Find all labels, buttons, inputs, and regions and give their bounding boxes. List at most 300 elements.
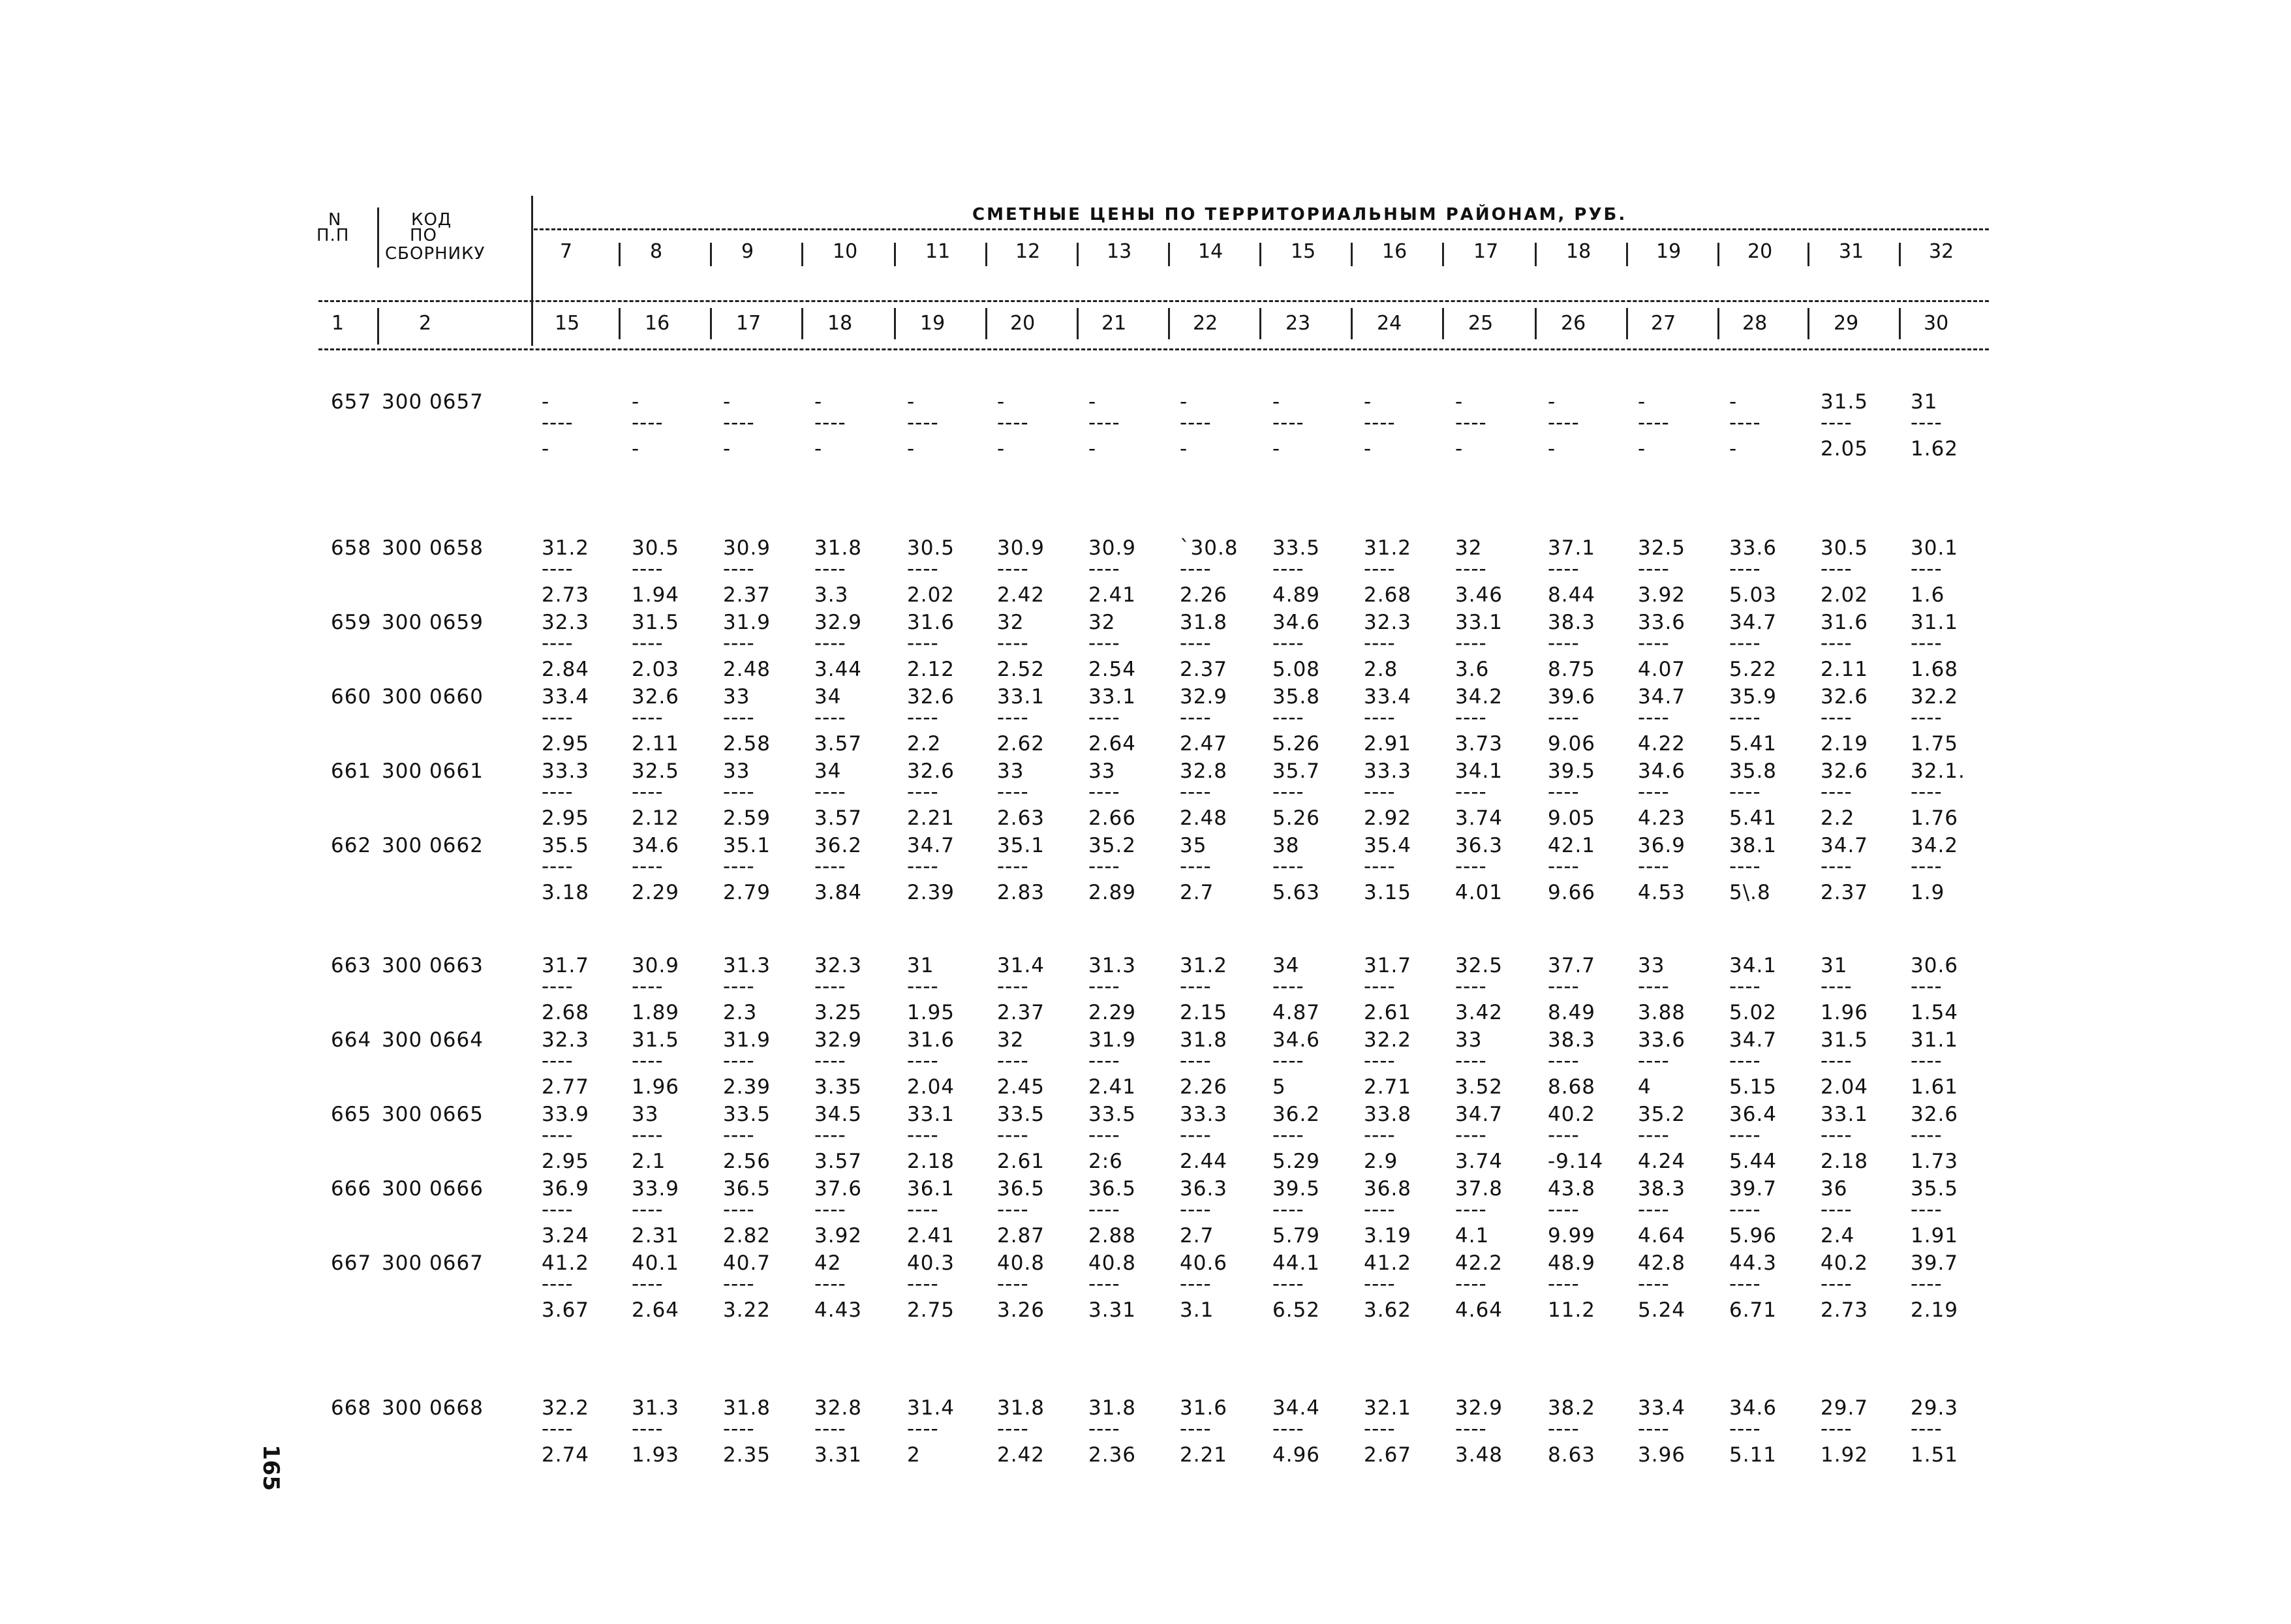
price-denominator: 5.41 <box>1729 732 1777 756</box>
price-numerator: 36.9 <box>542 1177 590 1201</box>
price-numerator: 36.5 <box>1088 1177 1137 1201</box>
price-numerator: 33 <box>997 759 1024 783</box>
fraction-bar: ---- <box>814 855 846 878</box>
fraction-bar: ---- <box>1548 557 1580 581</box>
price-numerator: 31.9 <box>723 611 771 634</box>
fraction-bar: ---- <box>1180 855 1212 878</box>
price-denominator: 2.18 <box>907 1150 955 1173</box>
price-numerator: - <box>1088 390 1097 414</box>
fraction-bar: ---- <box>723 557 755 581</box>
price-denominator: 3.6 <box>1455 658 1490 681</box>
fraction-bar: ---- <box>632 411 664 435</box>
price-denominator: 2.83 <box>997 881 1045 904</box>
price-denominator: 2.62 <box>997 732 1045 756</box>
price-denominator: 1.54 <box>1911 1001 1959 1024</box>
price-denominator: 2.29 <box>1088 1001 1137 1024</box>
fraction-bar: ---- <box>907 780 939 804</box>
fraction-bar: ---- <box>1638 1124 1670 1147</box>
price-denominator: 4.87 <box>1272 1001 1321 1024</box>
price-denominator: 3.3 <box>814 583 849 607</box>
fraction-bar: ---- <box>1364 1124 1396 1147</box>
price-denominator: 1.61 <box>1911 1075 1959 1099</box>
fraction-bar: ---- <box>1821 975 1853 998</box>
price-numerator: 35.2 <box>1088 834 1137 857</box>
fraction-bar: ---- <box>723 1272 755 1296</box>
price-denominator: 2.26 <box>1180 583 1228 607</box>
price-denominator: 2.37 <box>723 583 771 607</box>
price-numerator: 32.6 <box>907 759 955 783</box>
column-index: 30 <box>1924 312 1949 335</box>
fraction-bar: ---- <box>1548 975 1580 998</box>
price-numerator: 41.2 <box>1364 1251 1412 1275</box>
price-numerator: 32.2 <box>542 1396 590 1420</box>
col-code-label: КОД <box>411 210 452 230</box>
rule-h <box>318 300 1989 302</box>
fraction-bar: ---- <box>1548 855 1580 878</box>
price-numerator: 32 <box>1088 611 1116 634</box>
row-number: 664 <box>331 1028 372 1052</box>
price-numerator: 31 <box>907 954 934 977</box>
price-numerator: 31 <box>1911 390 1938 414</box>
fraction-bar: ---- <box>1364 1049 1396 1073</box>
price-numerator: 35.8 <box>1272 685 1321 709</box>
price-denominator: 5.22 <box>1729 658 1777 681</box>
price-numerator: 32.9 <box>1455 1396 1503 1420</box>
price-denominator: 4 <box>1638 1075 1652 1099</box>
fraction-bar: ---- <box>542 1198 574 1221</box>
row-code: 300 0662 <box>382 834 484 857</box>
fraction-bar: ---- <box>1729 557 1761 581</box>
fraction-bar: ---- <box>1638 557 1670 581</box>
price-numerator: 34.5 <box>814 1103 863 1126</box>
row-number: 667 <box>331 1251 372 1275</box>
price-numerator: 34.6 <box>1638 759 1686 783</box>
fraction-bar: ---- <box>1548 780 1580 804</box>
price-numerator: 29.7 <box>1821 1396 1869 1420</box>
fraction-bar: ---- <box>1272 1049 1304 1073</box>
price-numerator: 33.6 <box>1638 611 1686 634</box>
fraction-bar: ---- <box>1638 706 1670 729</box>
fraction-bar: ---- <box>907 1198 939 1221</box>
fraction-bar: ---- <box>997 780 1029 804</box>
price-denominator: 3.1 <box>1180 1298 1214 1322</box>
price-numerator: - <box>1455 390 1464 414</box>
price-numerator: 31.5 <box>1821 1028 1869 1052</box>
price-denominator: 5.79 <box>1272 1224 1321 1248</box>
fraction-bar: ---- <box>1729 1417 1761 1441</box>
price-numerator: 37.8 <box>1455 1177 1503 1201</box>
rule-v <box>1717 243 1719 266</box>
fraction-bar: ---- <box>723 632 755 655</box>
fraction-bar: ---- <box>814 1198 846 1221</box>
rule-v <box>1807 243 1809 266</box>
price-denominator: 1.68 <box>1911 658 1959 681</box>
price-numerator: 32.3 <box>542 1028 590 1052</box>
fraction-bar: ---- <box>1729 1272 1761 1296</box>
price-denominator: 3.96 <box>1638 1443 1686 1467</box>
fraction-bar: ---- <box>907 1417 939 1441</box>
price-numerator: 33.8 <box>1364 1103 1412 1126</box>
fraction-bar: ---- <box>1548 632 1580 655</box>
region-number-header: 18 <box>1566 240 1591 263</box>
price-denominator: 1.94 <box>632 583 680 607</box>
price-denominator: 2.95 <box>542 806 590 830</box>
rule-v <box>1899 243 1901 266</box>
fraction-bar: ---- <box>632 1124 664 1147</box>
price-denominator: 11.2 <box>1548 1298 1596 1322</box>
price-numerator: 33.3 <box>542 759 590 783</box>
price-numerator: 30.5 <box>1821 536 1869 560</box>
rule-v <box>894 243 896 266</box>
price-denominator: 2.2 <box>907 732 942 756</box>
fraction-bar: ---- <box>1455 632 1487 655</box>
price-denominator: 5.96 <box>1729 1224 1777 1248</box>
fraction-bar: ---- <box>723 1124 755 1147</box>
fraction-bar: ---- <box>542 1272 574 1296</box>
price-numerator: 34 <box>814 759 842 783</box>
fraction-bar: ---- <box>1455 855 1487 878</box>
fraction-bar: ---- <box>907 855 939 878</box>
price-numerator: 32.1. <box>1911 759 1965 783</box>
fraction-bar: ---- <box>1548 1049 1580 1073</box>
rule-v <box>619 308 621 339</box>
fraction-bar: ---- <box>1729 411 1761 435</box>
region-number-header: 13 <box>1107 240 1132 263</box>
fraction-bar: ---- <box>1821 1417 1853 1441</box>
fraction-bar: ---- <box>814 1272 846 1296</box>
price-numerator: 33.1 <box>1455 611 1503 634</box>
rule-v <box>985 308 987 339</box>
price-numerator: 31.7 <box>1364 954 1412 977</box>
fraction-bar: ---- <box>1638 855 1670 878</box>
price-numerator: 34.7 <box>1729 611 1777 634</box>
price-denominator: 2.75 <box>907 1298 955 1322</box>
price-denominator: 4.53 <box>1638 881 1686 904</box>
fraction-bar: ---- <box>1729 1124 1761 1147</box>
price-denominator: 1.62 <box>1911 437 1959 461</box>
fraction-bar: ---- <box>1180 1049 1212 1073</box>
price-numerator: 34 <box>1272 954 1300 977</box>
col-code-label-sbornik: СБОРНИКУ <box>385 244 485 264</box>
price-denominator: 2.84 <box>542 658 590 681</box>
price-denominator: 3.57 <box>814 806 863 830</box>
rule-v <box>1259 243 1261 266</box>
row-code: 300 0664 <box>382 1028 484 1052</box>
rule-v <box>710 308 712 339</box>
price-denominator: 5.15 <box>1729 1075 1777 1099</box>
fraction-bar: ---- <box>1272 1198 1304 1221</box>
fraction-bar: ---- <box>1821 411 1853 435</box>
price-numerator: 35.7 <box>1272 759 1321 783</box>
fraction-bar: ---- <box>1911 1417 1943 1441</box>
fraction-bar: ---- <box>1180 1124 1212 1147</box>
fraction-bar: ---- <box>1180 411 1212 435</box>
price-numerator: 32.2 <box>1911 685 1959 709</box>
row-number: 658 <box>331 536 372 560</box>
price-numerator: 32.6 <box>1821 759 1869 783</box>
price-numerator: 31.6 <box>1180 1396 1228 1420</box>
price-denominator: 3.92 <box>1638 583 1686 607</box>
price-denominator: 5.02 <box>1729 1001 1777 1024</box>
fraction-bar: ---- <box>632 632 664 655</box>
fraction-bar: ---- <box>814 780 846 804</box>
price-denominator: 2.04 <box>1821 1075 1869 1099</box>
price-denominator: - <box>814 437 823 461</box>
price-denominator: 2.42 <box>997 1443 1045 1467</box>
region-number-header: 10 <box>833 240 858 263</box>
rule-v <box>1077 308 1079 339</box>
price-numerator: 31.8 <box>814 536 863 560</box>
price-denominator: 2.1 <box>632 1150 666 1173</box>
price-numerator: 31.5 <box>632 611 680 634</box>
price-numerator: 31.8 <box>1180 611 1228 634</box>
price-denominator: 2.88 <box>1088 1224 1137 1248</box>
price-numerator: 43.8 <box>1548 1177 1596 1201</box>
fraction-bar: ---- <box>1729 706 1761 729</box>
price-numerator: 34.6 <box>1272 1028 1321 1052</box>
fraction-bar: ---- <box>1911 632 1943 655</box>
fraction-bar: ---- <box>814 411 846 435</box>
price-denominator: 3.57 <box>814 732 863 756</box>
price-numerator: 32.1 <box>1364 1396 1412 1420</box>
price-denominator: 2.37 <box>997 1001 1045 1024</box>
fraction-bar: ---- <box>1729 855 1761 878</box>
price-numerator: 32.3 <box>542 611 590 634</box>
price-numerator: 31.1 <box>1911 1028 1959 1052</box>
price-numerator: 35.8 <box>1729 759 1777 783</box>
fraction-bar: ---- <box>1180 557 1212 581</box>
price-numerator: 33.5 <box>997 1103 1045 1126</box>
price-numerator: 35.2 <box>1638 1103 1686 1126</box>
fraction-bar: ---- <box>723 1049 755 1073</box>
price-denominator: 2.7 <box>1180 1224 1214 1248</box>
price-numerator: 30.9 <box>723 536 771 560</box>
price-denominator: 2.52 <box>997 658 1045 681</box>
price-numerator: 37.7 <box>1548 954 1596 977</box>
price-denominator: 2.7 <box>1180 881 1214 904</box>
fraction-bar: ---- <box>1729 1198 1761 1221</box>
fraction-bar: ---- <box>542 411 574 435</box>
fraction-bar: ---- <box>997 411 1029 435</box>
price-numerator: 31.6 <box>1821 611 1869 634</box>
col-n-label: N <box>328 210 342 230</box>
fraction-bar: ---- <box>723 411 755 435</box>
row-code: 300 0660 <box>382 685 484 709</box>
column-index: 20 <box>1010 312 1036 335</box>
rule-v <box>1717 308 1719 339</box>
price-numerator: 36.3 <box>1455 834 1503 857</box>
fraction-bar: ---- <box>723 780 755 804</box>
fraction-bar: ---- <box>632 557 664 581</box>
table-title: СМЕТНЫЕ ЦЕНЫ ПО ТЕРРИТОРИАЛЬНЫМ РАЙОНАМ, РУБ. <box>972 205 1627 224</box>
rule-v <box>710 243 712 266</box>
fraction-bar: ---- <box>1911 1049 1943 1073</box>
price-denominator: 5.41 <box>1729 806 1777 830</box>
price-denominator: - <box>1729 437 1738 461</box>
rule-v <box>894 308 896 339</box>
price-numerator: 36.4 <box>1729 1103 1777 1126</box>
price-denominator: 5.26 <box>1272 732 1321 756</box>
rule-v <box>377 207 379 268</box>
price-denominator: 2.92 <box>1364 806 1412 830</box>
price-denominator: 2.89 <box>1088 881 1137 904</box>
col-code-label-po: ПО <box>410 226 438 245</box>
fraction-bar: ---- <box>723 1198 755 1221</box>
price-numerator: 34.7 <box>1455 1103 1503 1126</box>
price-denominator: 2.12 <box>632 806 680 830</box>
price-numerator: 33.1 <box>997 685 1045 709</box>
fraction-bar: ---- <box>632 975 664 998</box>
price-denominator: - <box>1088 437 1097 461</box>
fraction-bar: ---- <box>1180 1417 1212 1441</box>
row-number: 668 <box>331 1396 372 1420</box>
fraction-bar: ---- <box>997 975 1029 998</box>
price-denominator: - <box>1272 437 1281 461</box>
price-numerator: 37.1 <box>1548 536 1596 560</box>
price-denominator: 2.54 <box>1088 658 1137 681</box>
price-numerator: - <box>1272 390 1281 414</box>
price-numerator: 30.9 <box>1088 536 1137 560</box>
region-number-header: 11 <box>925 240 951 263</box>
price-denominator: 3.24 <box>542 1224 590 1248</box>
price-denominator: 2.61 <box>997 1150 1045 1173</box>
fraction-bar: ---- <box>723 975 755 998</box>
rule-v <box>1168 308 1170 339</box>
price-numerator: 40.6 <box>1180 1251 1228 1275</box>
price-denominator: 2.05 <box>1821 437 1869 461</box>
fraction-bar: ---- <box>907 706 939 729</box>
fraction-bar: ---- <box>1821 1198 1853 1221</box>
price-denominator: 1.93 <box>632 1443 680 1467</box>
price-numerator: 32.5 <box>632 759 680 783</box>
price-numerator: 33.5 <box>723 1103 771 1126</box>
rule-v <box>531 196 533 346</box>
row-code: 300 0661 <box>382 759 484 783</box>
fraction-bar: ---- <box>1364 706 1396 729</box>
row-code: 300 0665 <box>382 1103 484 1126</box>
price-denominator: 2.11 <box>632 732 680 756</box>
price-denominator: 4.64 <box>1455 1298 1503 1322</box>
price-denominator: 2.82 <box>723 1224 771 1248</box>
price-denominator: 2.26 <box>1180 1075 1228 1099</box>
fraction-bar: ---- <box>1821 557 1853 581</box>
rule-v <box>1259 308 1261 339</box>
price-numerator: 36.2 <box>814 834 863 857</box>
fraction-bar: ---- <box>1272 411 1304 435</box>
price-denominator: 5.26 <box>1272 806 1321 830</box>
price-denominator: 2.91 <box>1364 732 1412 756</box>
rule-v <box>377 308 379 345</box>
price-numerator: 31.4 <box>907 1396 955 1420</box>
price-denominator: 9.06 <box>1548 732 1596 756</box>
price-numerator: 34.1 <box>1455 759 1503 783</box>
price-denominator: 1.91 <box>1911 1224 1959 1248</box>
price-denominator: 8.49 <box>1548 1001 1596 1024</box>
fraction-bar: ---- <box>997 855 1029 878</box>
fraction-bar: ---- <box>1272 780 1304 804</box>
price-numerator: 44.1 <box>1272 1251 1321 1275</box>
price-denominator: -9.14 <box>1548 1150 1604 1173</box>
price-denominator: 3.18 <box>542 881 590 904</box>
price-denominator: 3.31 <box>1088 1298 1137 1322</box>
fraction-bar: ---- <box>632 706 664 729</box>
price-numerator: 32.6 <box>1911 1103 1959 1126</box>
price-numerator: 31.9 <box>723 1028 771 1052</box>
price-numerator: - <box>997 390 1006 414</box>
price-denominator: 2.39 <box>723 1075 771 1099</box>
price-numerator: 31.6 <box>907 1028 955 1052</box>
column-index: 28 <box>1742 312 1768 335</box>
fraction-bar: ---- <box>1911 411 1943 435</box>
price-numerator: 33.5 <box>1088 1103 1137 1126</box>
rule-v <box>1807 308 1809 339</box>
fraction-bar: ---- <box>542 975 574 998</box>
fraction-bar: ---- <box>1455 411 1487 435</box>
fraction-bar: ---- <box>1364 780 1396 804</box>
row-number: 663 <box>331 954 372 977</box>
price-denominator: - <box>1364 437 1372 461</box>
price-numerator: 38.1 <box>1729 834 1777 857</box>
fraction-bar: ---- <box>1729 975 1761 998</box>
price-denominator: 3.31 <box>814 1443 863 1467</box>
fraction-bar: ---- <box>1364 975 1396 998</box>
price-denominator: - <box>1455 437 1464 461</box>
price-numerator: 31.2 <box>1364 536 1412 560</box>
price-numerator: 33.6 <box>1638 1028 1686 1052</box>
fraction-bar: ---- <box>1272 1124 1304 1147</box>
price-numerator: 34.4 <box>1272 1396 1321 1420</box>
column-index: 26 <box>1561 312 1586 335</box>
column-index: 18 <box>827 312 853 335</box>
price-numerator: 31.5 <box>632 1028 680 1052</box>
price-denominator: 3.15 <box>1364 881 1412 904</box>
price-numerator: - <box>1364 390 1372 414</box>
fraction-bar: ---- <box>1364 1272 1396 1296</box>
column-index: 19 <box>920 312 946 335</box>
price-denominator: 3.73 <box>1455 732 1503 756</box>
price-numerator: 35.1 <box>723 834 771 857</box>
price-denominator: 4.64 <box>1638 1224 1686 1248</box>
fraction-bar: ---- <box>1638 975 1670 998</box>
price-numerator: 31.2 <box>1180 954 1228 977</box>
fraction-bar: ---- <box>1088 632 1120 655</box>
price-denominator: - <box>632 437 640 461</box>
fraction-bar: ---- <box>632 1272 664 1296</box>
column-index: 25 <box>1468 312 1494 335</box>
price-numerator: - <box>814 390 823 414</box>
price-numerator: 31.3 <box>632 1396 680 1420</box>
fraction-bar: ---- <box>723 706 755 729</box>
price-denominator: 3.52 <box>1455 1075 1503 1099</box>
price-numerator: 39.7 <box>1911 1251 1959 1275</box>
price-denominator: 2.63 <box>997 806 1045 830</box>
fraction-bar: ---- <box>1911 1272 1943 1296</box>
price-numerator: 35.5 <box>542 834 590 857</box>
price-denominator: 2.68 <box>542 1001 590 1024</box>
price-denominator: 2.12 <box>907 658 955 681</box>
price-numerator: 32.5 <box>1638 536 1686 560</box>
fraction-bar: ---- <box>1548 1198 1580 1221</box>
fraction-bar: ---- <box>997 557 1029 581</box>
fraction-bar: ---- <box>1272 632 1304 655</box>
price-numerator: 40.1 <box>632 1251 680 1275</box>
fraction-bar: ---- <box>1455 1272 1487 1296</box>
price-numerator: 32.9 <box>814 611 863 634</box>
fraction-bar: ---- <box>1364 557 1396 581</box>
price-denominator: 4.1 <box>1455 1224 1490 1248</box>
fraction-bar: ---- <box>1088 1049 1120 1073</box>
price-numerator: 42.1 <box>1548 834 1596 857</box>
